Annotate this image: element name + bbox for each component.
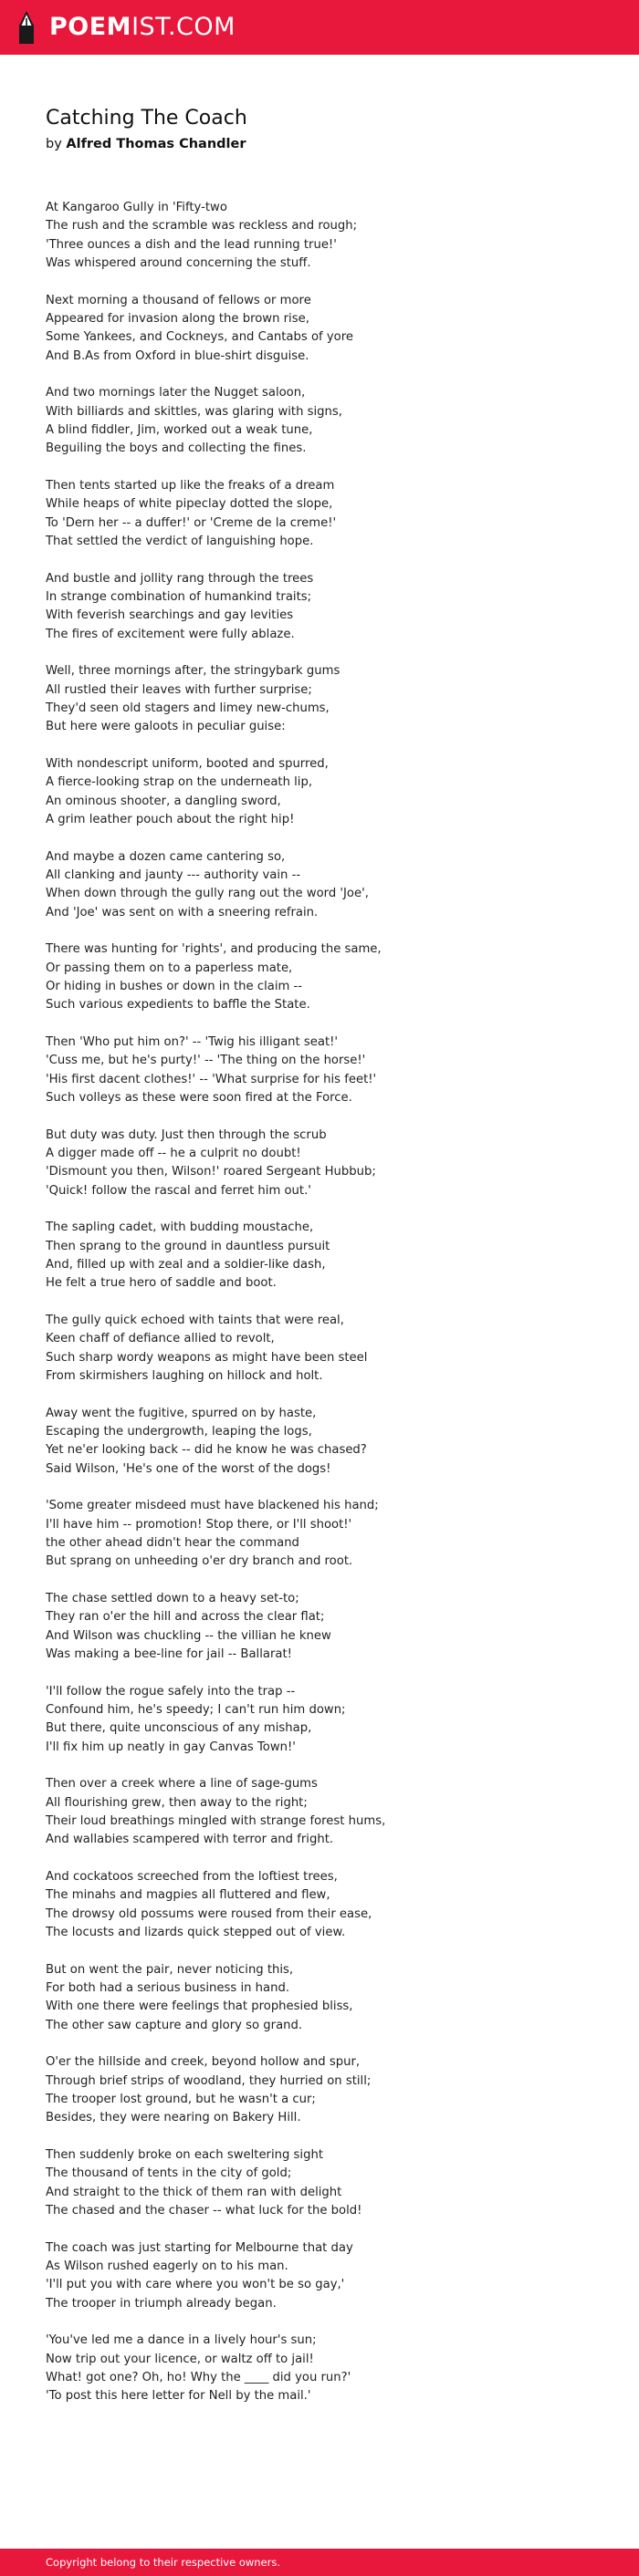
stanza — [46, 570, 612, 644]
brand-bold: POEM — [49, 13, 132, 41]
stanza — [46, 2332, 612, 2405]
poem-line: Then suddenly broke on each sweltering sight — [46, 2148, 323, 2163]
stanza — [46, 1405, 612, 1479]
poem-line: An ominous shooter, a dangling sword, — [46, 794, 281, 808]
poem-line: From skirmishers laughing on hillock and holt. — [46, 1369, 323, 1384]
poem-line: And bustle and jollity rang through the trees — [46, 571, 314, 586]
poem-line: The rush and the scramble was reckless and rough; — [46, 219, 358, 234]
poem-line: Such sharp wordy weapons as might have been steel — [46, 1350, 368, 1365]
stanza — [46, 2053, 612, 2127]
poem-body — [46, 199, 612, 2425]
poem-line: While heaps of white pipeclay dotted the slope, — [46, 497, 333, 512]
poem-line: 'I'll follow the rogue safely into the trap -- — [46, 1684, 296, 1698]
poem-line: 'Some greater misdeed must have blackened his hand; — [46, 1499, 379, 1513]
poem-line: Keen chaff of defiance allied to revolt, — [46, 1332, 275, 1346]
poem-line: Then 'Who put him on?' -- 'Twig his illigant seat!' — [46, 1035, 339, 1050]
poem-line: All flourishing grew, then away to the right; — [46, 1795, 308, 1810]
poem-byline — [46, 135, 246, 153]
poem-author[interactable]: Alfred Thomas Chandler — [66, 137, 246, 151]
poem-line: Was making a bee-line for jail -- Ballarat! — [46, 1647, 292, 1662]
poem-line: 'I'll put you with care where you won't be so gay,' — [46, 2278, 345, 2292]
poem-line: All rustled their leaves with further surprise; — [46, 682, 312, 697]
stanza — [46, 1219, 612, 1293]
stanza — [46, 199, 612, 273]
poem-line: But sprang on unheeding o'er dry branch and root. — [46, 1554, 353, 1569]
poem-line: A grim leather pouch about the right hip! — [46, 813, 295, 827]
poem-line: He felt a true hero of saddle and boot. — [46, 1276, 277, 1291]
poem-line: Such various expedients to baffle the State. — [46, 998, 310, 1013]
poem-line: In strange combination of humankind traits; — [46, 590, 312, 605]
poem-title: Catching The Coach — [46, 107, 247, 130]
poem-line: Confound him, he's speedy; I can't run him down; — [46, 1703, 346, 1718]
poem-line: the other ahead didn't hear the command — [46, 1536, 299, 1551]
poem-line: Escaping the undergrowth, leaping the logs, — [46, 1425, 312, 1439]
poem-line: The trooper lost ground, but he wasn't a cur; — [46, 2093, 316, 2107]
poem-line: As Wilson rushed eagerly on to his man. — [46, 2259, 288, 2274]
stanza — [46, 2146, 612, 2220]
poem-line: Some Yankees, and Cockneys, and Cantabs of yore — [46, 330, 353, 345]
poem-line: Now trip out your licence, or waltz off to jail! — [46, 2352, 314, 2366]
poem-line: With feverish searchings and gay levities — [46, 608, 294, 623]
site-footer — [0, 2549, 639, 2576]
poem-line: The chase settled down to a heavy set-to; — [46, 1592, 299, 1606]
poem-line: And Wilson was chuckling -- the villian he knew — [46, 1628, 331, 1643]
poem-line: And cockatoos screeched from the loftiest trees, — [46, 1870, 338, 1885]
poem-line: Or hiding in bushes or down in the claim -- — [46, 980, 303, 994]
stanza — [46, 1683, 612, 1757]
stanza — [46, 292, 612, 366]
poem-line: But here were galoots in peculiar guise: — [46, 720, 286, 734]
poem-line: The fires of excitement were fully ablaze. — [46, 627, 295, 641]
poem-line: A blind fiddler, Jim, worked out a weak tune, — [46, 423, 313, 438]
poem-line: 'Three ounces a dish and the lead running true!' — [46, 237, 337, 252]
poem-line: That settled the verdict of languishing hope. — [46, 535, 314, 549]
site-header — [0, 0, 639, 55]
poem-line: And, filled up with zeal and a soldier-like dash, — [46, 1258, 326, 1272]
poem-line: Their loud breathings mingled with strange forest hums, — [46, 1814, 386, 1829]
stanza — [46, 1775, 612, 1849]
poem-line: Next morning a thousand of fellows or more — [46, 293, 311, 307]
poem-line: The gully quick echoed with taints that were real, — [46, 1314, 344, 1328]
fountain-pen-icon — [16, 10, 37, 45]
poem-line: 'You've led me a dance in a lively hour's sun; — [46, 2333, 317, 2348]
poem-line: And two mornings later the Nugget saloon, — [46, 386, 306, 400]
poem-line: Was whispered around concerning the stuff. — [46, 256, 311, 271]
poem-line: The locusts and lizards quick stepped out of view. — [46, 1926, 346, 1940]
poem-line: Away went the fugitive, spurred on by haste, — [46, 1406, 317, 1420]
brand-rest: IST.COM — [131, 13, 236, 41]
stanza — [46, 662, 612, 736]
poem-line: Then over a creek where a line of sage-gums — [46, 1777, 318, 1792]
poem-line: Said Wilson, 'He's one of the worst of the dogs! — [46, 1461, 331, 1476]
poem-line: A digger made off -- he a culprit no doubt! — [46, 1147, 301, 1161]
brand-name — [49, 10, 236, 45]
poem-line: The drowsy old possums were roused from their ease, — [46, 1906, 372, 1921]
stanza — [46, 940, 612, 1014]
stanza — [46, 848, 612, 922]
poem-line: But duty was duty. Just then through the scrub — [46, 1127, 327, 1142]
poem-line: The trooper in triumph already began. — [46, 2296, 277, 2311]
stanza — [46, 1868, 612, 1942]
poem-line: And B.As from Oxford in blue-shirt disguise. — [46, 348, 309, 363]
poem-line: Besides, they were nearing on Bakery Hill. — [46, 2111, 301, 2125]
poem-line: A fierce-looking strap on the underneath lip, — [46, 775, 313, 790]
poem-line: And wallabies scampered with terror and fright. — [46, 1833, 334, 1847]
stanza — [46, 1590, 612, 1664]
stanza — [46, 1034, 612, 1107]
poem-line: With billiards and skittles, was glaring with signs, — [46, 404, 342, 419]
poem-line: They'd seen old stagers and limey new-chums, — [46, 701, 330, 716]
poem-line: O'er the hillside and creek, beyond hollow and spur, — [46, 2055, 361, 2070]
poem-line: All clanking and jaunty --- authority vain -- — [46, 868, 301, 883]
poem-line: Or passing them on to a paperless mate, — [46, 961, 293, 975]
poem-line: The minahs and magpies all fluttered and flew, — [46, 1888, 330, 1903]
by-prefix: by — [46, 137, 62, 151]
stanza — [46, 2239, 612, 2313]
poem-line: 'His first dacent clothes!' -- 'What surprise for his feet!' — [46, 1072, 377, 1086]
poem-line: Appeared for invasion along the brown rise, — [46, 312, 309, 327]
poem-line: Beguiling the boys and collecting the fines. — [46, 441, 307, 456]
poem-line: With nondescript uniform, booted and spurred, — [46, 757, 329, 772]
poem-line: The chased and the chaser -- what luck for the bold! — [46, 2204, 362, 2218]
poem-line: 'To post this here letter for Nell by the mail.' — [46, 2389, 311, 2404]
poem-line: Such volleys as these were soon fired at the Force. — [46, 1091, 352, 1106]
poem-line: They ran o'er the hill and across the clear flat; — [46, 1610, 325, 1625]
site-logo[interactable] — [16, 10, 236, 45]
poem-line: But there, quite unconscious of any mishap, — [46, 1721, 312, 1736]
poem-line: And maybe a dozen came cantering so, — [46, 849, 286, 864]
poem-line: I'll have him -- promotion! Stop there, or I'll shoot!' — [46, 1517, 352, 1532]
stanza — [46, 384, 612, 458]
poem-line: There was hunting for 'rights', and producing the same, — [46, 942, 382, 957]
poem-line: For both had a serious business in hand. — [46, 1981, 290, 1996]
poem-line: 'Cuss me, but he's purty!' -- 'The thing on the horse!' — [46, 1054, 366, 1068]
poem-line: Then tents started up like the freaks of a dream — [46, 479, 335, 493]
poem-line: The sapling cadet, with budding moustache, — [46, 1220, 314, 1235]
stanza — [46, 1497, 612, 1571]
poem-line: 'Quick! follow the rascal and ferret him out.' — [46, 1183, 311, 1198]
poem-line: But on went the pair, never noticing this, — [46, 1962, 294, 1977]
poem-line: I'll fix him up neatly in gay Canvas Town!' — [46, 1740, 296, 1754]
poem-line: With one there were feelings that prophesied bliss, — [46, 2000, 353, 2014]
stanza — [46, 477, 612, 551]
poem-line: Well, three mornings after, the stringybark gums — [46, 664, 340, 679]
poem-line: 'Dismount you then, Wilson!' roared Sergeant Hubbub; — [46, 1165, 376, 1179]
poem-line: Then sprang to the ground in dauntless pursuit — [46, 1239, 330, 1253]
stanza — [46, 1961, 612, 2035]
poem-line: And straight to the thick of them ran with delight — [46, 2185, 342, 2199]
poem-line: When down through the gully rang out the word 'Joe', — [46, 887, 369, 901]
poem-line: The thousand of tents in the city of gold; — [46, 2166, 292, 2181]
poem-line: And 'Joe' was sent on with a sneering refrain. — [46, 905, 319, 919]
poem-line: Through brief strips of woodland, they hurried on still; — [46, 2073, 372, 2088]
stanza — [46, 1312, 612, 1386]
poem-line: At Kangaroo Gully in 'Fifty-two — [46, 201, 227, 214]
stanza — [46, 755, 612, 829]
poem-line: Yet ne'er looking back -- did he know he was chased? — [46, 1443, 367, 1458]
copyright-text: Copyright belong to their respective owners. — [46, 2556, 281, 2569]
poem-line: The coach was just starting for Melbourne that day — [46, 2240, 353, 2255]
poem-line: To 'Dern her -- a duffer!' or 'Creme de la creme!' — [46, 515, 337, 530]
poem-line: The other saw capture and glory so grand. — [46, 2018, 303, 2032]
stanza — [46, 1127, 612, 1200]
poem-line: What! got one? Oh, ho! Why the ____ did you run?' — [46, 2371, 351, 2385]
